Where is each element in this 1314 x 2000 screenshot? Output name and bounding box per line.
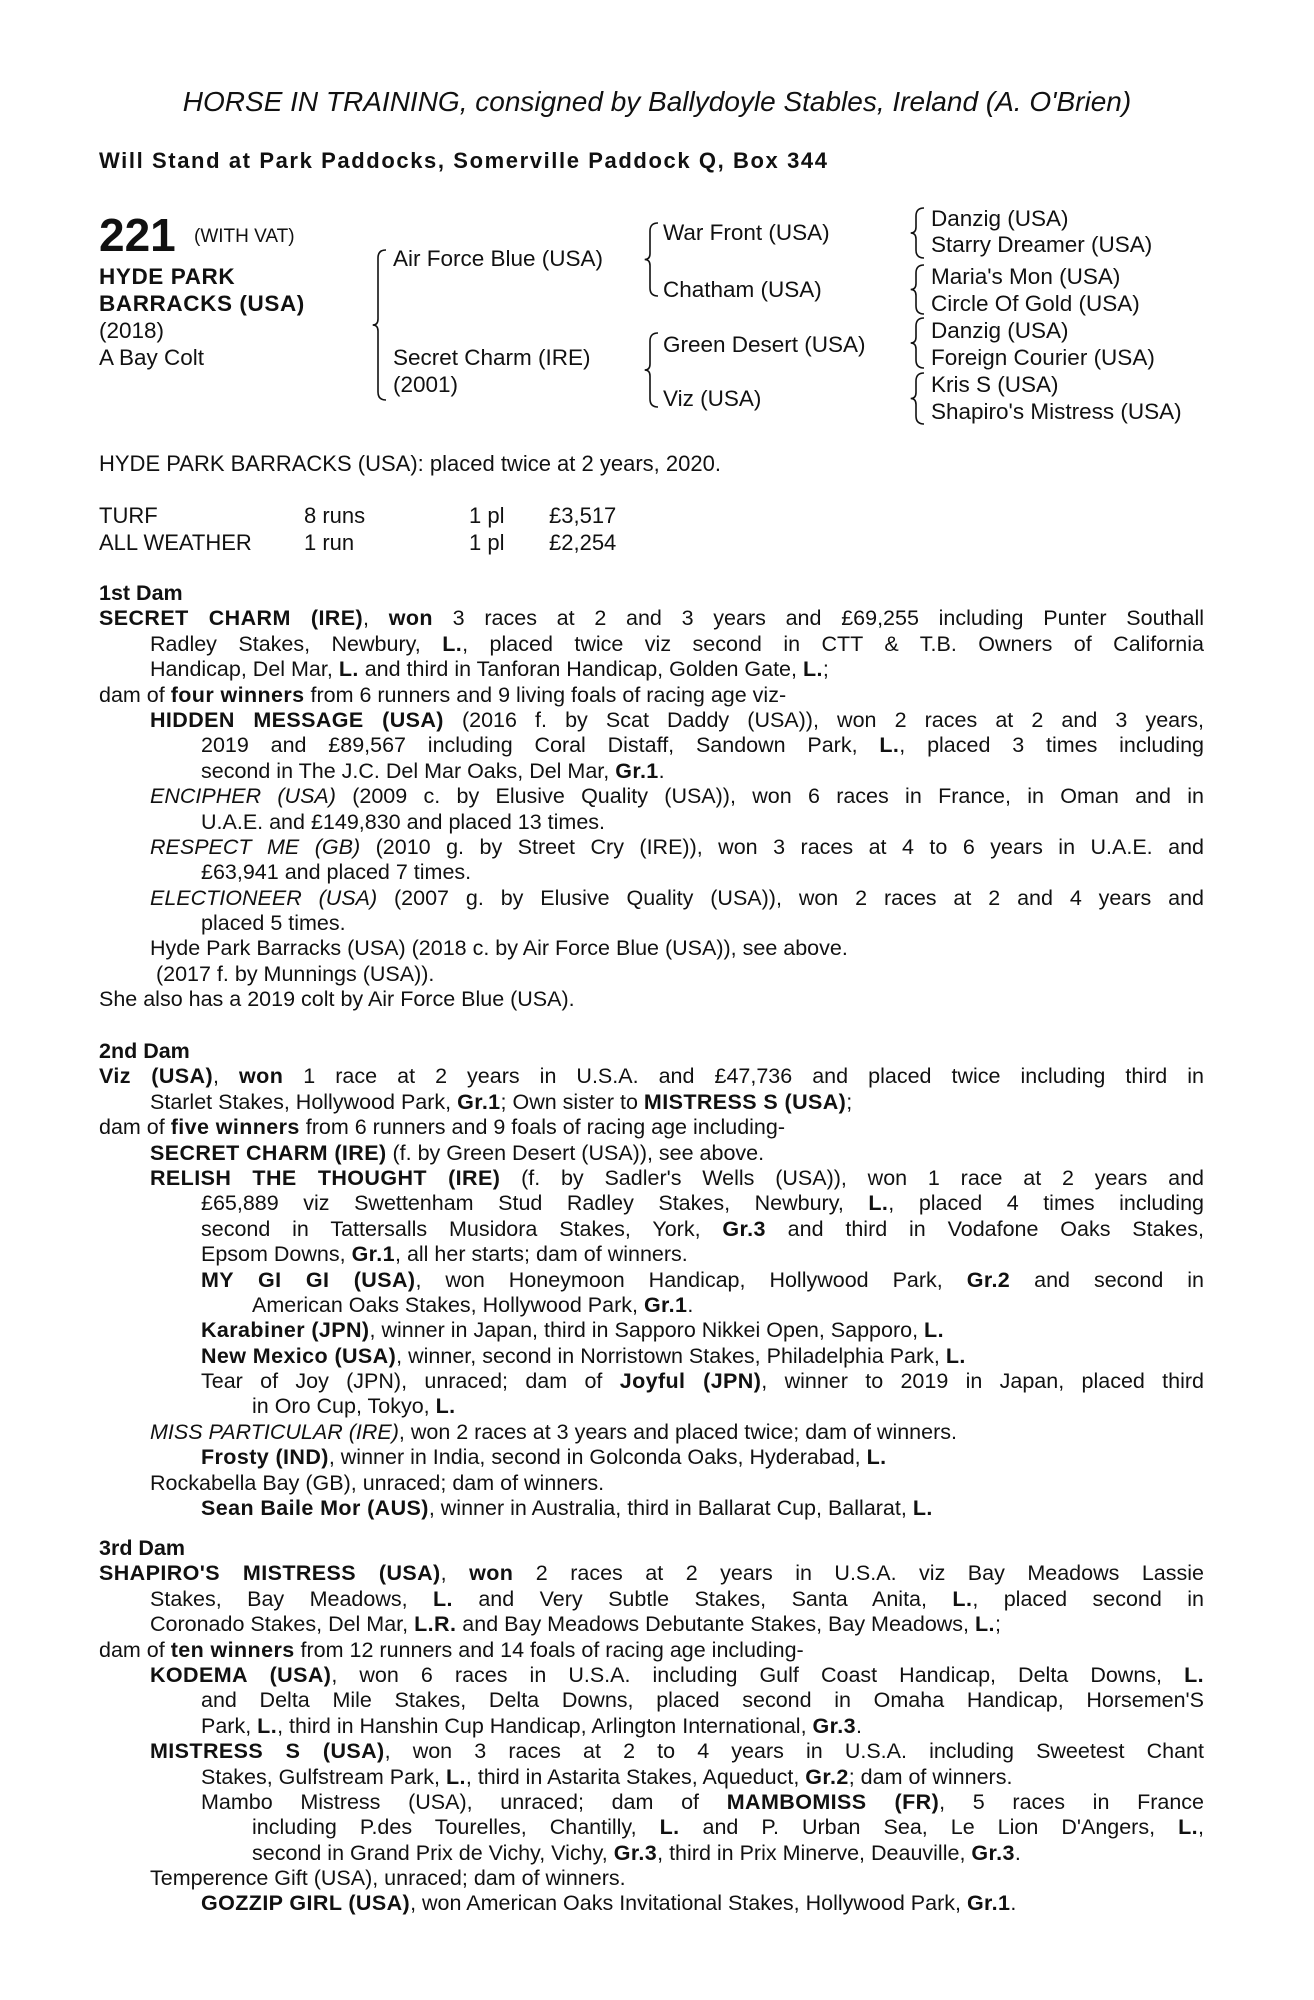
text-line <box>150 708 1204 733</box>
pedigree-paragraph <box>99 1318 1204 1343</box>
brace-icon <box>911 208 924 258</box>
text: Mambo Mistress (USA), unraced; dam of <box>201 1789 727 1814</box>
bold-text: L. <box>1184 1662 1204 1687</box>
bold-text: L. <box>879 733 900 758</box>
first-dam-section <box>99 581 1204 1013</box>
text-line <box>201 1344 1204 1369</box>
text: , placed second in <box>972 1586 1204 1611</box>
bold-text: Gr.2 <box>966 1267 1011 1292</box>
text-line <box>201 810 1204 835</box>
text-line <box>201 1242 1204 1267</box>
bold-text: SECRET CHARM (IRE) <box>99 606 364 631</box>
pedigree-paragraph <box>99 1496 1204 1521</box>
text: ; <box>994 1612 1001 1637</box>
record-placed: 1 pl <box>469 530 505 555</box>
dam-heading: 1st Dam <box>99 581 183 605</box>
text: , won American Oaks Invitational Stakes, Hollywood Park, <box>410 1891 967 1916</box>
bold-text: GOZZIP GIRL (USA) <box>201 1891 411 1916</box>
text: ; <box>822 657 829 682</box>
text: dam of <box>99 682 171 707</box>
text: Park, <box>201 1713 258 1738</box>
bold-text: HIDDEN MESSAGE (USA) <box>150 707 444 732</box>
text-line <box>99 1638 1204 1663</box>
bold-text: L. <box>338 657 359 682</box>
text: (2007 g. by Elusive Quality (USA)), won 2 races at 2 and 4 years and <box>377 885 1204 910</box>
text: £65,889 viz Swettenham Stud Radley Stakes, Newbury, <box>201 1191 869 1216</box>
text-line <box>201 860 1204 885</box>
pedigree-dam-sire: Green Desert (USA) <box>663 332 866 357</box>
text: . <box>855 1713 862 1738</box>
italic-text: MISS PARTICULAR (IRE) <box>150 1419 399 1444</box>
bold-text: L. <box>975 1612 995 1637</box>
text-line <box>201 1268 1204 1293</box>
second-dam-section <box>99 1039 1204 1521</box>
pedigree-paragraph <box>99 683 1204 708</box>
bold-text: SHAPIRO'S MISTRESS (USA) <box>99 1561 441 1586</box>
pedigree-sire-sire: War Front (USA) <box>663 220 830 245</box>
text: including P.des Tourelles, Chantilly, <box>252 1815 660 1840</box>
text: Hyde Park Barracks (USA) (2018 c. by Air Force Blue (USA)), see above. <box>150 936 848 961</box>
text-line <box>150 936 1204 961</box>
bold-text: L. <box>952 1586 973 1611</box>
text-line <box>201 1369 1204 1394</box>
text-line <box>201 1318 1204 1343</box>
text: . <box>687 1292 694 1317</box>
text: placed 5 times. <box>201 911 346 936</box>
text: , 5 races in France <box>939 1789 1204 1814</box>
pedigree-paragraph <box>99 1420 1204 1445</box>
record-runs: 8 runs <box>304 503 366 528</box>
pedigree-g3: Foreign Courier (USA) <box>931 345 1155 370</box>
catalogue-title: HORSE IN TRAINING, consigned by Ballydoyle Stables, Ireland (A. O'Brien) <box>182 86 1132 117</box>
pedigree-g3: Kris S (USA) <box>931 372 1059 397</box>
pedigree-paragraph <box>99 987 1204 1012</box>
bold-text: Gr.1 <box>351 1242 395 1267</box>
text: She also has a 2019 colt by Air Force Blue (USA). <box>99 987 575 1012</box>
horse-description: A Bay Colt <box>99 345 205 370</box>
pedigree-paragraph <box>99 1663 1204 1739</box>
italic-text: RESPECT ME (GB) <box>150 834 361 859</box>
text: from 6 runners and 9 living foals of racing age viz- <box>304 682 787 707</box>
text: Stakes, Gulfstream Park, <box>201 1764 446 1789</box>
pedigree-paragraph <box>99 606 1204 682</box>
pedigree-paragraph <box>99 1866 1204 1891</box>
bold-text: Gr.1 <box>643 1292 688 1317</box>
text: and second in <box>1010 1267 1204 1292</box>
text: £63,941 and placed 7 times. <box>201 860 472 885</box>
text: , <box>1198 1815 1204 1840</box>
brace-icon <box>645 223 658 296</box>
race-summary: HYDE PARK BARRACKS (USA): placed twice at 2 years, 2020. <box>99 451 721 476</box>
bold-text: Gr.3 <box>971 1840 1015 1865</box>
pedigree-paragraph <box>99 1141 1204 1166</box>
pedigree-paragraph <box>99 1790 1204 1866</box>
bold-text: L.R. <box>414 1612 457 1637</box>
text: in Oro Cup, Tokyo, <box>252 1394 436 1419</box>
bold-text: won <box>388 606 433 631</box>
text-line <box>99 683 1204 708</box>
bold-text: Karabiner (JPN) <box>201 1318 370 1343</box>
italic-text: ENCIPHER (USA) <box>150 784 336 809</box>
pedigree-g3: Danzig (USA) <box>931 206 1069 231</box>
text: Starlet Stakes, Hollywood Park, <box>150 1089 458 1114</box>
text: (2017 f. by Munnings (USA)). <box>150 961 435 986</box>
text-line <box>201 1191 1204 1216</box>
bold-text: Gr.1 <box>966 1891 1011 1916</box>
text: and Very Subtle Stakes, Santa Anita, <box>452 1586 953 1611</box>
pedigree-paragraph <box>99 1369 1204 1420</box>
bold-text: Gr.2 <box>805 1764 849 1789</box>
brace-icon <box>911 318 924 368</box>
text: second in The J.C. Del Mar Oaks, Del Mar, <box>201 758 616 783</box>
bold-text: MISTRESS S (USA) <box>150 1739 385 1764</box>
text: , winner to 2019 in Japan, placed third <box>761 1369 1204 1394</box>
bold-text: won <box>469 1561 514 1586</box>
third-dam-section <box>99 1536 1204 1917</box>
bold-text: New Mexico (USA) <box>201 1343 397 1368</box>
text: , won 2 races at 3 years and placed twice; dam of winners. <box>398 1419 957 1444</box>
pedigree-paragraph <box>99 1739 1204 1790</box>
bold-text: L. <box>435 1394 456 1419</box>
text: . <box>1010 1891 1017 1916</box>
bold-text: L. <box>866 1445 887 1470</box>
text-line <box>150 1612 1204 1637</box>
pedigree-paragraph <box>99 1166 1204 1268</box>
record-placed: 1 pl <box>469 503 505 528</box>
text: , winner, second in Norristown Stakes, Philadelphia Park, <box>396 1343 946 1368</box>
text: , winner in India, second in Golconda Oaks, Hyderabad, <box>328 1445 867 1470</box>
bold-text: Frosty (IND) <box>201 1445 329 1470</box>
bold-text: L. <box>445 1764 466 1789</box>
record-earnings: £2,254 <box>549 530 617 555</box>
text-line <box>150 1866 1204 1891</box>
pedigree-paragraph <box>99 1268 1204 1319</box>
text: , won Honeymoon Handicap, Hollywood Park, <box>415 1267 967 1292</box>
text: from 12 runners and 14 foals of racing age including- <box>294 1637 804 1662</box>
text-line <box>99 1064 1204 1089</box>
text-line <box>99 1115 1204 1140</box>
text: (2009 c. by Elusive Quality (USA)), won 6 races in France, in Oman and in <box>335 784 1204 809</box>
text: , <box>363 606 389 631</box>
bold-text: four winners <box>170 682 305 707</box>
pedigree-paragraph <box>99 1115 1204 1140</box>
text: . <box>1014 1840 1021 1865</box>
text: . <box>658 758 665 783</box>
text-line <box>201 1496 1204 1521</box>
text: (f. by Green Desert (USA)), see above. <box>386 1140 765 1165</box>
bold-text: Gr.3 <box>812 1713 856 1738</box>
text-line <box>150 1663 1204 1688</box>
pedigree-dam: Secret Charm (IRE) <box>393 345 591 370</box>
pedigree-sire: Air Force Blue (USA) <box>393 246 604 271</box>
bold-text: L. <box>924 1318 944 1343</box>
text-line <box>201 759 1204 784</box>
text: , <box>440 1561 470 1586</box>
bold-text: five winners <box>170 1115 300 1140</box>
text: Epsom Downs, <box>201 1242 352 1267</box>
text: 2 races at 2 years in U.S.A. viz Bay Meadows Lassie <box>513 1561 1204 1586</box>
bold-text: L. <box>802 657 823 682</box>
pedigree-paragraph <box>99 962 1204 987</box>
text: ; dam of winners. <box>848 1764 1013 1789</box>
bold-text: L. <box>659 1815 680 1840</box>
text: , won 6 races in U.S.A. including Gulf Coast Handicap, Delta Downs, <box>331 1662 1185 1687</box>
bold-text: L. <box>1178 1815 1199 1840</box>
italic-text: ELECTIONEER (USA) <box>150 885 378 910</box>
bold-text: RELISH THE THOUGHT (IRE) <box>150 1165 501 1190</box>
text: and third in Vodafone Oaks Stakes, <box>765 1216 1204 1241</box>
bold-text: L. <box>868 1191 889 1216</box>
horse-name-line1: HYDE PARK <box>99 264 236 289</box>
text: dam of <box>99 1637 171 1662</box>
text: second in Grand Prix de Vichy, Vichy, <box>252 1840 614 1865</box>
text: Temperence Gift (USA), unraced; dam of winners. <box>150 1866 626 1891</box>
text-line <box>150 1090 1204 1115</box>
brace-icon <box>373 250 386 400</box>
text: , placed twice viz second in CTT & T.B. Owners of California <box>462 631 1204 656</box>
bold-text: Sean Baile Mor (AUS) <box>201 1496 429 1521</box>
text: , third in Prix Minerve, Deauville, <box>657 1840 972 1865</box>
bold-text: won <box>239 1064 284 1089</box>
pedigree-paragraph <box>99 1445 1204 1470</box>
pedigree-paragraph <box>99 1064 1204 1115</box>
text-line <box>99 606 1204 631</box>
pedigree-paragraph <box>99 784 1204 835</box>
lot-number: 221 <box>99 209 176 261</box>
bold-text: MAMBOMISS (FR) <box>726 1789 940 1814</box>
text: and P. Urban Sea, Le Lion D'Angers, <box>679 1815 1179 1840</box>
text-line <box>252 1841 1204 1866</box>
text: Handicap, Del Mar, <box>150 657 339 682</box>
text-line <box>201 1714 1204 1739</box>
record-surface: TURF <box>99 503 158 528</box>
bold-text: Viz (USA) <box>99 1064 214 1089</box>
text-line <box>201 733 1204 758</box>
bold-text: L. <box>945 1343 966 1368</box>
text-line <box>150 1420 1204 1445</box>
pedigree-sire-dam: Chatham (USA) <box>663 277 822 302</box>
text: , third in Hanshin Cup Handicap, Arlington International, <box>277 1713 813 1738</box>
text: 1 race at 2 years in U.S.A. and £47,736 and placed twice including third in <box>283 1064 1204 1089</box>
text: and Bay Meadows Debutante Stakes, Bay Meadows, <box>456 1612 976 1637</box>
pedigree-paragraph <box>99 1561 1204 1637</box>
pedigree-paragraph <box>99 1638 1204 1663</box>
text-line <box>201 1891 1204 1916</box>
bold-text: MISTRESS S (USA) <box>643 1089 847 1114</box>
vat-note: (WITH VAT) <box>194 226 295 247</box>
text-line <box>99 987 1204 1012</box>
text: Tear of Joy (JPN), unraced; dam of <box>201 1369 620 1394</box>
text: ; Own sister to <box>500 1089 644 1114</box>
bold-text: ten winners <box>170 1637 295 1662</box>
bold-text: MY GI GI (USA) <box>201 1267 416 1292</box>
dam-heading: 3rd Dam <box>99 1536 186 1560</box>
text: Rockabella Bay (GB), unraced; dam of winners. <box>150 1470 605 1495</box>
brace-icon <box>911 373 924 424</box>
text-line <box>150 657 1204 682</box>
bold-text: L. <box>912 1496 933 1521</box>
text-line <box>201 1765 1204 1790</box>
bold-text: SECRET CHARM (IRE) <box>150 1140 387 1165</box>
text-line <box>201 911 1204 936</box>
text-line <box>150 1141 1204 1166</box>
text: American Oaks Stakes, Hollywood Park, <box>252 1292 644 1317</box>
text: from 6 runners and 9 foals of racing age including- <box>299 1115 786 1140</box>
text-line <box>150 1471 1204 1496</box>
brace-icon <box>645 333 658 407</box>
text: , all her starts; dam of winners. <box>395 1242 688 1267</box>
text: (2010 g. by Street Cry (IRE)), won 3 races at 4 to 6 years in U.A.E. and <box>360 834 1204 859</box>
text-line <box>150 886 1204 911</box>
text-line <box>201 1217 1204 1242</box>
dam-heading: 2nd Dam <box>99 1039 190 1063</box>
bold-text: Gr.3 <box>613 1840 658 1865</box>
bold-text: L. <box>442 631 463 656</box>
record-surface: ALL WEATHER <box>99 530 252 555</box>
text: U.A.E. and £149,830 and placed 13 times. <box>201 809 605 834</box>
text-line <box>201 1790 1204 1815</box>
text-line <box>150 784 1204 809</box>
text-line <box>150 835 1204 860</box>
pedigree-dam-year: (2001) <box>393 372 459 397</box>
text-line <box>252 1293 1204 1318</box>
text-line <box>201 1688 1204 1713</box>
bold-text: L. <box>257 1713 278 1738</box>
text: 2019 and £89,567 including Coral Distaff, Sandown Park, <box>201 733 880 758</box>
pedigree-paragraph <box>99 708 1204 784</box>
text-line <box>252 1815 1204 1840</box>
record-earnings: £3,517 <box>549 503 617 528</box>
stand-location: Will Stand at Park Paddocks, Somerville Paddock Q, Box 344 <box>99 148 829 173</box>
pedigree-g3: Maria's Mon (USA) <box>931 264 1121 289</box>
text: , <box>213 1064 240 1089</box>
text-line <box>150 1587 1204 1612</box>
horse-name-line2: BARRACKS (USA) <box>99 291 305 316</box>
pedigree-paragraph <box>99 936 1204 961</box>
text: , placed 3 times including <box>899 733 1204 758</box>
pedigree-brackets <box>0 0 1314 440</box>
text: , winner in Australia, third in Ballarat Cup, Ballarat, <box>428 1496 913 1521</box>
bold-text: Gr.1 <box>615 758 659 783</box>
text: , third in Astarita Stakes, Aqueduct, <box>465 1764 806 1789</box>
text: dam of <box>99 1115 171 1140</box>
pedigree-g3: Starry Dreamer (USA) <box>931 232 1153 257</box>
pedigree-g3: Circle Of Gold (USA) <box>931 291 1140 316</box>
text: (2016 f. by Scat Daddy (USA)), won 2 races at 2 and 3 years, <box>443 707 1204 732</box>
bold-text: L. <box>433 1586 453 1611</box>
brace-icon <box>911 265 924 314</box>
text: , won 3 races at 2 to 4 years in U.S.A. including Sweetest Chant <box>384 1739 1204 1764</box>
text: and Delta Mile Stakes, Delta Downs, placed second in Omaha Handicap, Horsemen'S <box>201 1688 1204 1713</box>
record-runs: 1 run <box>304 530 355 555</box>
bold-text: Joyful (JPN) <box>619 1369 762 1394</box>
pedigree-paragraph <box>99 835 1204 886</box>
text: , winner in Japan, third in Sapporo Nikkei Open, Sapporo, <box>369 1318 925 1343</box>
text: second in Tattersalls Musidora Stakes, York, <box>201 1216 723 1241</box>
text: Radley Stakes, Newbury, <box>150 631 443 656</box>
text-line <box>150 632 1204 657</box>
bold-text: Gr.3 <box>722 1216 766 1241</box>
text-line <box>150 962 1204 987</box>
text: Stakes, Bay Meadows, <box>150 1586 433 1611</box>
pedigree-paragraph <box>99 1471 1204 1496</box>
text-line <box>150 1166 1204 1191</box>
bold-text: Gr.1 <box>457 1089 501 1114</box>
text-line <box>99 1561 1204 1586</box>
text: (f. by Sadler's Wells (USA)), won 1 race at 2 years and <box>500 1165 1204 1190</box>
text: ; <box>846 1089 853 1114</box>
foaling-year: (2018) <box>99 318 165 343</box>
pedigree-paragraph <box>99 1344 1204 1369</box>
text-line <box>252 1394 1204 1419</box>
text: and third in Tanforan Handicap, Golden Gate, <box>358 657 803 682</box>
pedigree-dam-dam: Viz (USA) <box>663 386 762 411</box>
pedigree-g3: Danzig (USA) <box>931 318 1069 343</box>
pedigree-paragraph <box>99 1891 1204 1916</box>
pedigree-paragraph <box>99 886 1204 937</box>
text-line <box>150 1739 1204 1764</box>
text-line <box>201 1445 1204 1470</box>
pedigree-g3: Shapiro's Mistress (USA) <box>931 399 1182 424</box>
text: Coronado Stakes, Del Mar, <box>150 1612 415 1637</box>
text: , placed 4 times including <box>888 1191 1204 1216</box>
text: 3 races at 2 and 3 years and £69,255 including Punter Southall <box>432 606 1204 631</box>
bold-text: KODEMA (USA) <box>150 1662 332 1687</box>
